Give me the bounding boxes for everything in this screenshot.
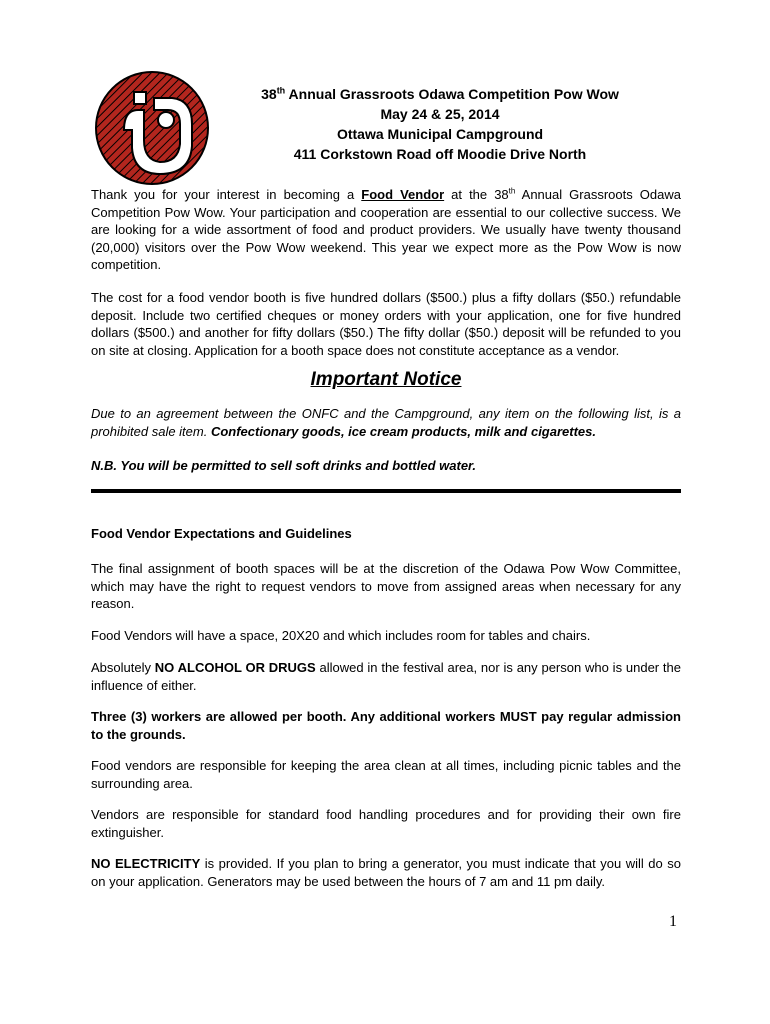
guideline-alcohol: Absolutely NO ALCOHOL OR DRUGS allowed in the festival area, nor is any person who is under the influence of either.	[91, 660, 682, 693]
guideline-space: Food Vendors will have a space, 20X20 and which includes room for tables and chairs.	[91, 628, 591, 643]
event-venue: Ottawa Municipal Campground	[336, 126, 544, 142]
event-title: 38th Annual Grassroots Odawa Competition Pow Wow	[261, 85, 619, 102]
event-address: 411 Corkstown Road off Moodie Drive North	[293, 146, 587, 162]
guideline-electricity: NO ELECTRICITY is provided. If you plan to bring a generator, you must indicate that you will do so on your application. Generators may be used between the hours of 7 am and 11 pm daily.	[91, 856, 681, 889]
guideline-cleanliness: Food vendors are responsible for keeping the area clean at all times, including picnic tables and the surrounding area.	[91, 758, 681, 791]
page-number: 1	[669, 913, 677, 930]
guideline-workers: Three (3) workers are allowed per booth. Any additional workers MUST pay regular admission to the grounds.	[91, 709, 681, 742]
section-divider	[91, 489, 681, 493]
event-dates: May 24 & 25, 2014	[380, 106, 500, 122]
notice-nb: N.B. You will be permitted to sell soft drinks and bottled water.	[91, 458, 476, 473]
guidelines-heading: Food Vendor Expectations and Guidelines	[91, 526, 352, 541]
cost-paragraph: The cost for a food vendor booth is five hundred dollars ($500.) plus a fifty dollars ($50.) refundable deposit. Include two certified cheques or money orders with your application, one for five hundred dollars ($500.) and another for fifty dollars ($50.) The fifty dollar ($50.) deposit will be refunded to you on site at closing. Application for a booth space does not constitute acceptance as a vendor.	[91, 290, 681, 358]
odawa-logo-icon	[94, 70, 210, 186]
guideline-booth-assignment: The final assignment of booth spaces will be at the discretion of the Odawa Pow Wow Committee, which may have the right to request vendors to move from assigned areas when necessary for any reason.	[91, 561, 681, 612]
notice-title: Important Notice	[310, 369, 462, 390]
notice-text: Due to an agreement between the ONFC and the Campground, any item on the following list, is a prohibited sale item. Confectionary goods, ice cream products, milk and cigarettes.	[91, 406, 681, 439]
intro-paragraph: Thank you for your interest in becoming a Food Vendor at the 38th Annual Grassroots Odawa Competition Pow Wow. Your participation and cooperation are essential to our collective success. We are looking for a wide assortment of food and product providers. We usually have twenty thousand (20,000) visitors over the Pow Wow weekend. This year we expect more as the Pow Wow is now competition.	[91, 186, 681, 273]
document-header	[220, 84, 660, 164]
guideline-food-handling: Vendors are responsible for standard food handling procedures and for providing their own fire extinguisher.	[91, 807, 681, 840]
